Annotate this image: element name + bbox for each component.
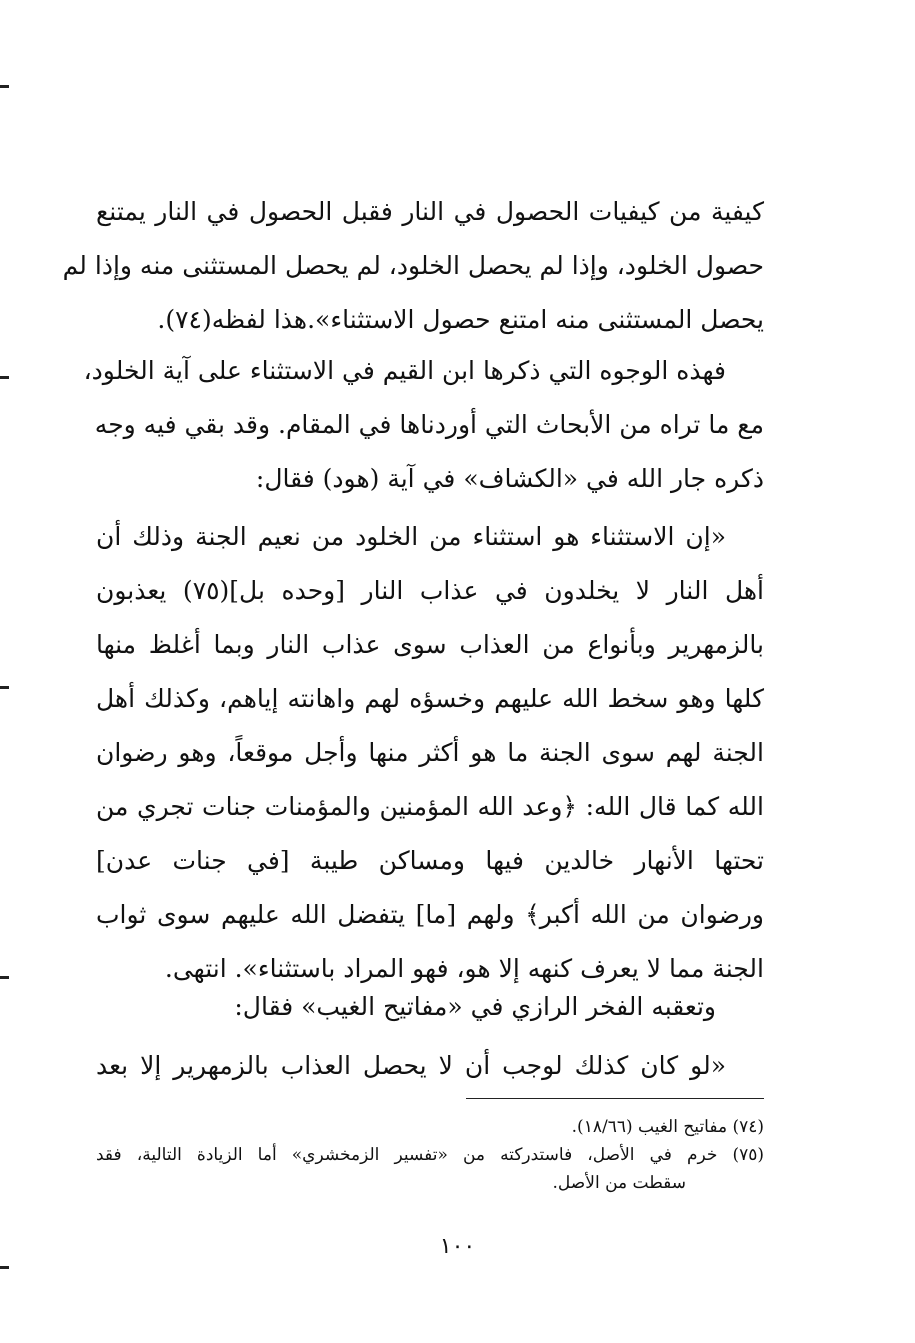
text-line: الجنة لهم سوى الجنة ما هو أكثر منها وأجل موقعاً، وهو رضوان <box>96 738 764 767</box>
text-line: كلها وهو سخط الله عليهم وخسؤه لهم واهانته إياهم، وكذلك أهل <box>96 684 764 713</box>
footnotes <box>96 1113 764 1197</box>
margin-tick <box>0 1266 9 1269</box>
paragraph-2 <box>83 344 764 506</box>
text-line: الجنة مما لا يعرف كنهه إلا هو، فهو المراد باستثناء». انتهى. <box>164 954 764 983</box>
text-line: «إن الاستثناء هو استثناء من الخلود من نعيم الجنة وذلك أن <box>96 522 726 551</box>
text-line: مع ما تراه من الأبحاث التي أوردناها في المقام. وقد بقي فيه وجه <box>94 410 764 439</box>
text-line: فهذه الوجوه التي ذكرها ابن القيم في الاستثناء على آية الخلود، <box>83 356 726 385</box>
margin-tick <box>0 686 9 689</box>
text-line: «لو كان كذلك لوجب أن لا يحصل العذاب بالزمهرير إلا بعد <box>96 1051 726 1080</box>
text-line: وتعقبه الفخر الرازي في «مفاتيح الغيب» فقال: <box>234 992 716 1021</box>
text-line: تحتها الأنهار خالدين فيها ومساكن طيبة [في جنات عدن] <box>96 846 764 875</box>
footnote-75: (٧٥) خرم في الأصل، فاستدركته من «تفسير الزمخشري» أما الزيادة التالية، فقد <box>96 1145 764 1165</box>
paragraph-5 <box>96 1039 764 1093</box>
text-line: يحصل المستثنى منه امتنع حصول الاستثناء».هذا لفظه(٧٤). <box>157 305 764 334</box>
margin-tick <box>0 85 9 88</box>
text-line: ورضوان من الله أكبر﴾ ولهم [ما] يتفضل الله عليهم سوى ثواب <box>96 900 764 929</box>
paragraph-4 <box>96 980 764 1034</box>
footnote-75-continuation: سقطت من الأصل. <box>552 1173 686 1193</box>
margin-tick <box>0 376 9 379</box>
text-line: بالزمهرير وبأنواع من العذاب سوى عذاب النار وبما أغلظ منها <box>96 630 764 659</box>
text-line: ذكره جار الله في «الكشاف» في آية (هود) فقال: <box>255 464 764 493</box>
text-line: حصول الخلود، وإذا لم يحصل الخلود، لم يحصل المستثنى منه وإذا لم <box>62 251 764 280</box>
page-number: ١٠٠ <box>439 1234 476 1259</box>
paragraph-3 <box>96 510 764 996</box>
text-line: الله كما قال الله: ﴿وعد الله المؤمنين والمؤمنات جنات تجري من <box>96 792 764 821</box>
margin-tick <box>0 976 9 979</box>
footnote-74: (٧٤) مفاتيح الغيب (١٨/٦٦). <box>571 1117 764 1137</box>
paragraph-1 <box>62 185 764 347</box>
footnote-separator <box>466 1098 764 1099</box>
text-line: كيفية من كيفيات الحصول في النار فقبل الحصول في النار يمتنع <box>96 197 764 226</box>
text-line: أهل النار لا يخلدون في عذاب النار [وحده بل](٧٥) يعذبون <box>96 576 765 605</box>
